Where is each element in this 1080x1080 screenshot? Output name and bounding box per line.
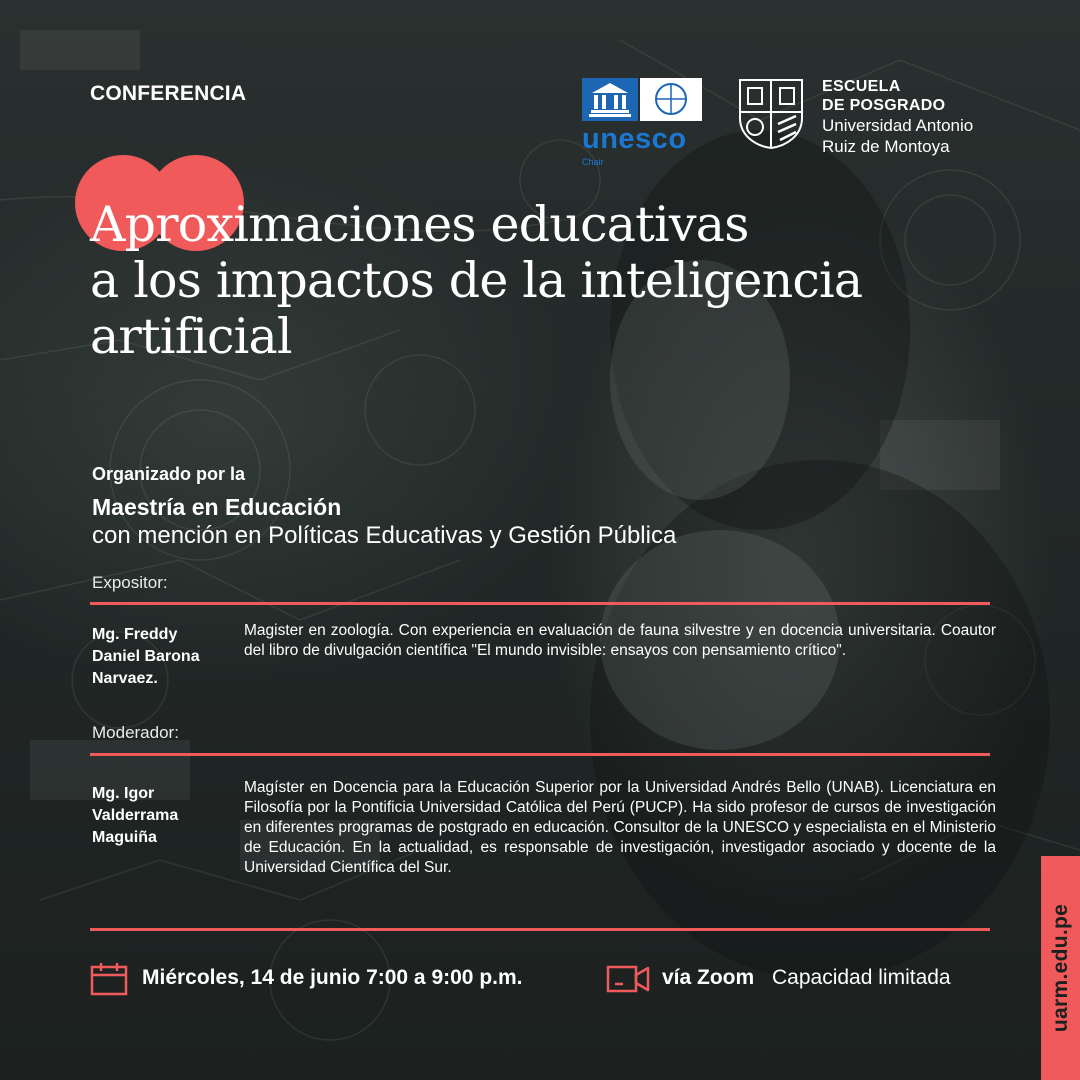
- school-line-1: ESCUELA: [822, 78, 901, 95]
- moderator-name-line: Mg. Igor: [92, 785, 155, 802]
- calendar-icon: [90, 962, 128, 996]
- university-name-block: [822, 77, 973, 157]
- program-mention: con mención en Políticas Educativas y Gestión Pública: [92, 522, 677, 549]
- website-tab[interactable]: [1041, 856, 1080, 1080]
- event-type-label: CONFERENCIA: [90, 82, 247, 105]
- event-platform: vía Zoom: [662, 966, 755, 989]
- moderator-name: [92, 783, 222, 849]
- speaker-name-line: Narvaez.: [92, 670, 158, 687]
- organizer-prefix: Organizado por la: [92, 464, 246, 484]
- event-details: [90, 962, 1010, 996]
- event-title: [90, 197, 990, 365]
- title-line-2: a los impactos de la inteligencia: [90, 252, 863, 309]
- divider: [90, 753, 990, 756]
- unesco-temple-icon: [582, 78, 638, 121]
- university-line-1: Universidad Antonio: [822, 116, 974, 135]
- unesco-wordmark: unesco: [582, 123, 687, 155]
- unesco-chair-text: Chair: [582, 157, 604, 167]
- university-shield-icon: [738, 78, 804, 150]
- moderator-name-line: Valderrama: [92, 807, 179, 824]
- university-line-2: Ruiz de Montoya: [822, 137, 950, 156]
- divider: [90, 928, 990, 931]
- speaker-name-line: Daniel Barona: [92, 648, 200, 665]
- speaker-bio: Magister en zoología. Con experiencia en evaluación de fauna silvestre y en docencia universitaria. Coautor del libro de divulgación científica "El mundo invisible: ensayos con pensamiento crítico".: [244, 622, 996, 659]
- speaker-name-line: Mg. Freddy: [92, 626, 178, 643]
- school-line-2: DE POSGRADO: [822, 97, 946, 114]
- unesco-chair-logo: [582, 78, 704, 170]
- moderator-bio: Magíster en Docencia para la Educación Superior por la Universidad Andrés Bello (UNAB). Licenciatura en Filosofía por la Pontificia Universidad Católica del Perú (PUCP). Ha sido profesor de cursos de investigación en diferentes programas de postgrado en educación. Consultor de la UNESCO y especialista en el Ministerio de Educación. En la actualidad, es responsable de investigación, investigador asociado y docente de la Universidad Científica del Sur.: [244, 779, 996, 876]
- unitwin-logo-icon: [640, 78, 702, 121]
- program-name: Maestría en Educación: [92, 494, 342, 520]
- speaker-role-label: Expositor:: [92, 573, 168, 592]
- moderator-role-label: Moderador:: [92, 723, 179, 742]
- speaker-name: [92, 624, 222, 690]
- website-url[interactable]: uarm.edu.pe: [1048, 903, 1072, 1033]
- video-camera-icon: [606, 964, 650, 994]
- moderator-name-line: Maguiña: [92, 829, 157, 846]
- divider: [90, 602, 990, 605]
- event-date-time: Miércoles, 14 de junio 7:00 a 9:00 p.m.: [142, 966, 523, 989]
- event-capacity: Capacidad limitada: [772, 966, 951, 989]
- title-line-1: Aproximaciones educativas: [90, 196, 749, 253]
- title-line-3: artificial: [90, 308, 292, 365]
